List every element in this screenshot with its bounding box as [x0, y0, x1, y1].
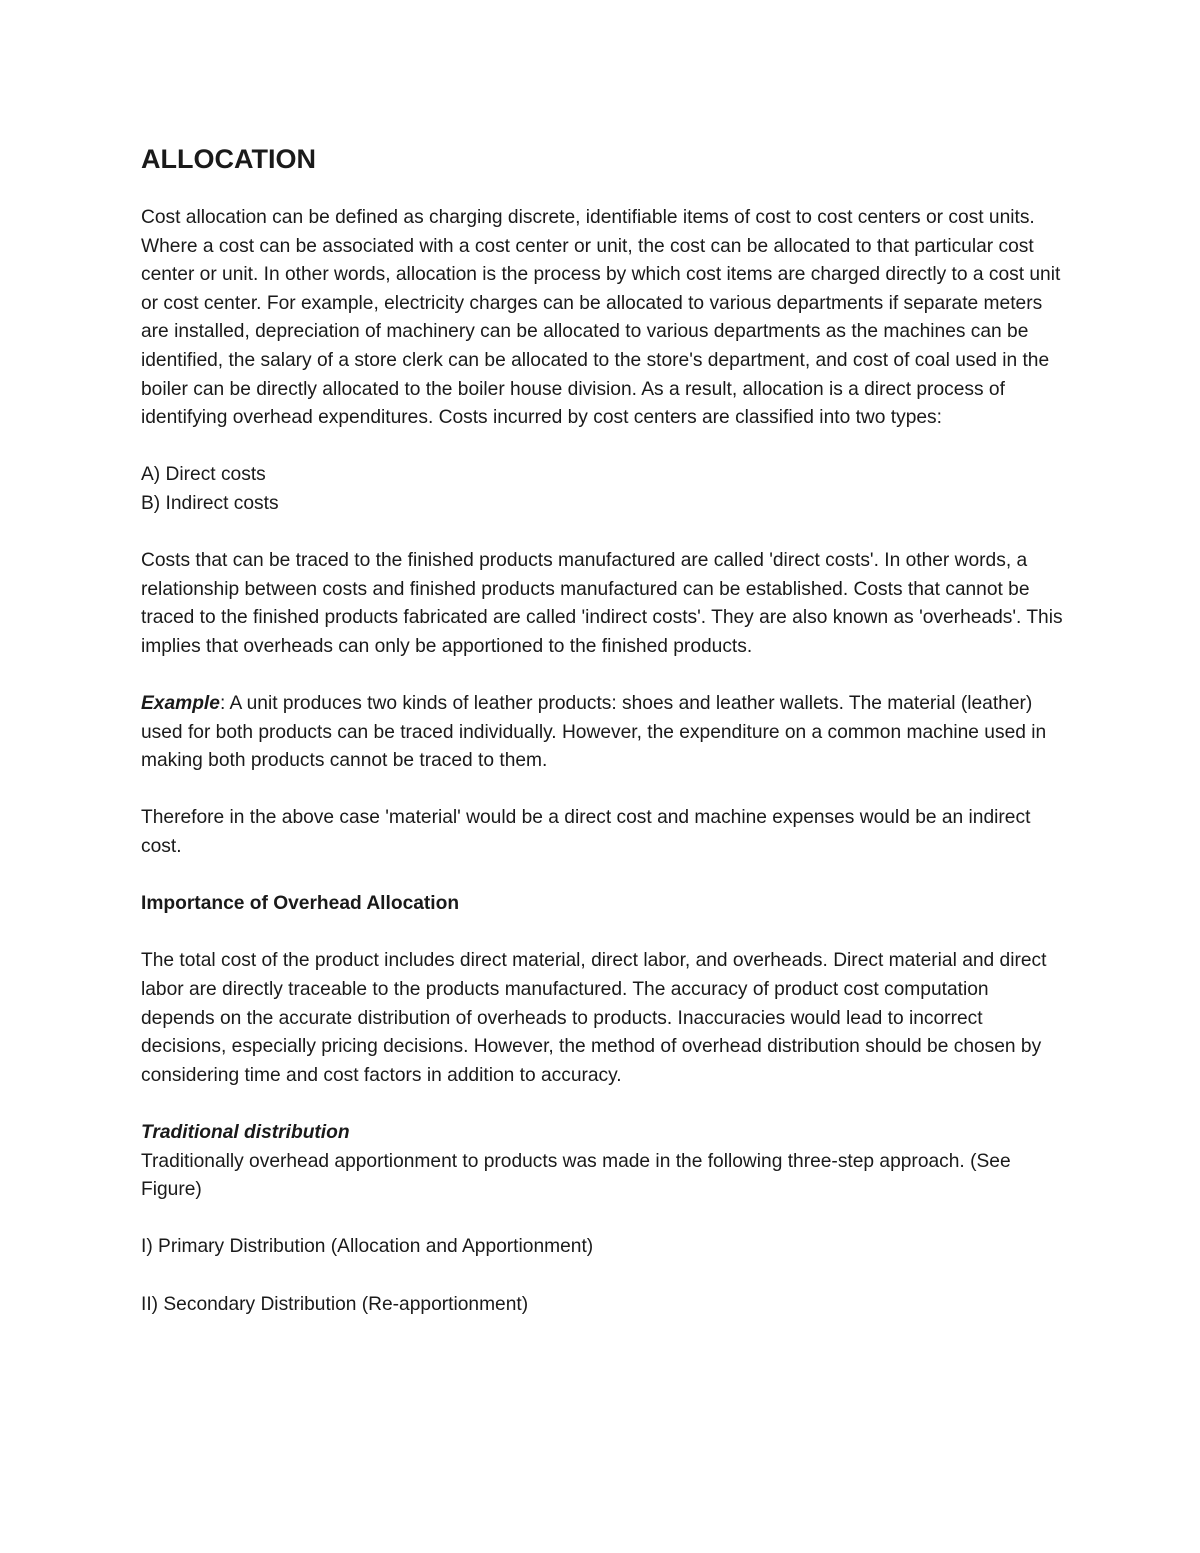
importance-heading: Importance of Overhead Allocation	[141, 893, 460, 915]
example-text: : A unit produces two kinds of leather products: shoes and leather wallets. The material (leather) used for both products can be traced individually. However, the expenditure on a common machine used in making both products cannot be traced to them.	[141, 693, 1047, 772]
spacer	[141, 919, 1063, 948]
traditional-paragraph: Traditionally overhead apportionment to products was made in the following three-step approach. (See Figure)	[141, 1150, 1011, 1201]
list-item-direct-costs: A) Direct costs	[141, 464, 266, 486]
list-item-indirect-costs: B) Indirect costs	[141, 492, 279, 514]
importance-paragraph: The total cost of the product includes direct material, direct labor, and overheads. Direct material and direct labor are directly traceable to the products manufactured. The accuracy of product cost computation depends on the accurate distribution of overheads to products. Inaccuracies would lead to incorrect decisions, especially pricing decisions. However, the method of overhead distribution should be chosen by considering time and cost factors in addition to accuracy.	[141, 950, 1047, 1086]
spacer	[141, 776, 1063, 805]
therefore-paragraph: Therefore in the above case 'material' would be a direct cost and machine expenses would be an indirect cost.	[141, 807, 1031, 858]
spacer	[141, 862, 1063, 891]
step-primary-distribution: I) Primary Distribution (Allocation and Apportionment)	[141, 1236, 594, 1258]
direct-indirect-paragraph: Costs that can be traced to the finished products manufactured are called 'direct costs'. In other words, a relationship between costs and finished products manufactured can be established. Costs that cannot be traced to the finished products fabricated are called 'indirect costs'. They are also known as 'overheads'. This implies that overheads can only be apportioned to the finished products.	[141, 550, 1063, 657]
example-label: Example	[141, 693, 220, 715]
spacer	[141, 1262, 1063, 1291]
traditional-heading: Traditional distribution	[141, 1122, 350, 1143]
spacer	[141, 662, 1063, 691]
spacer	[141, 180, 1063, 204]
document-page	[141, 138, 1063, 1319]
intro-paragraph: Cost allocation can be defined as charging discrete, identifiable items of cost to cost centers or cost units. Where a cost can be associated with a cost center or unit, the cost can be allocated to that particular cost center or unit. In other words, allocation is the process by which cost items are charged directly to a cost unit or cost center. For example, electricity charges can be allocated to various departments if separate meters are installed, depreciation of machinery can be allocated to various departments as the machines can be identified, the salary of a store clerk can be allocated to the store's department, and cost of coal used in the boiler can be directly allocated to the boiler house division. As a result, allocation is a direct process of identifying overhead expenditures. Costs incurred by cost centers are classified into two types:	[141, 207, 1061, 429]
spacer	[141, 1090, 1063, 1119]
step-secondary-distribution: II) Secondary Distribution (Re-apportionment)	[141, 1293, 529, 1315]
spacer	[141, 433, 1063, 462]
spacer	[141, 1205, 1063, 1234]
page-title: ALLOCATION	[141, 144, 316, 174]
spacer	[141, 519, 1063, 548]
example-paragraph	[141, 690, 1063, 776]
